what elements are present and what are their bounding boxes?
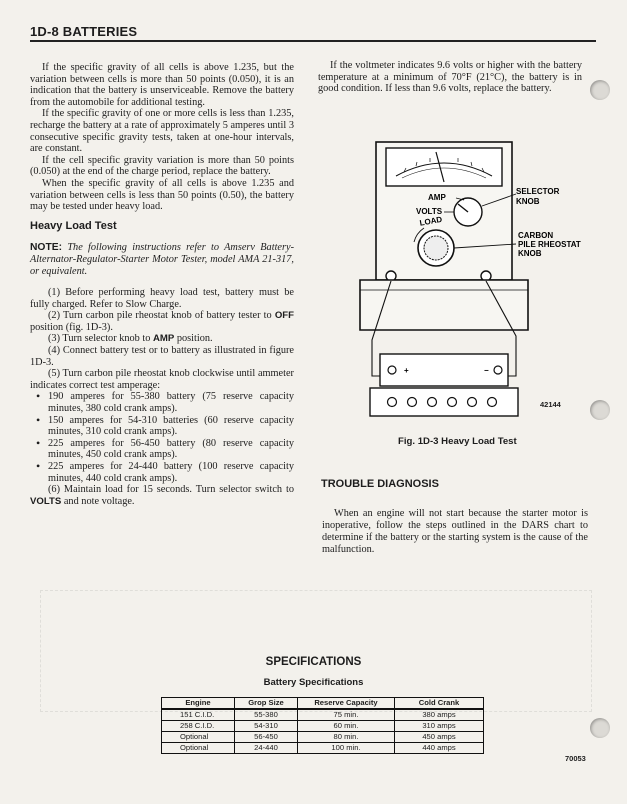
paragraph: If the specific gravity of one or more cells is less than 1.235, recharge the battery at a rate of approximately 5 amperes until 3 consecutive specific gravity tests, taken at one-hour intervals, are constant. <box>30 108 294 155</box>
battery-plus: + <box>404 366 409 375</box>
specifications-heading: SPECIFICATIONS <box>265 656 362 668</box>
battery-tester-figure <box>320 130 616 440</box>
paragraph: When the specific gravity of all cells is above 1.235 and variation between cells is less than 50 points (0.50), the battery may be tested under heavy load. <box>30 177 294 213</box>
step-3-amp: AMP <box>152 333 175 345</box>
battery-top <box>380 354 508 386</box>
paragraph: If the cell specific gravity variation is more than 50 points (0.050) at the end of the charge period, replace the battery. <box>30 154 294 178</box>
battery-terminal-negative <box>494 366 502 374</box>
table-header-row <box>162 698 484 710</box>
selector-label-line2: KNOB <box>516 197 540 206</box>
load-label: LOAD <box>418 214 443 228</box>
volts-label: VOLTS <box>416 207 443 216</box>
tester-base <box>360 280 528 330</box>
paragraph: If the specific gravity of all cells is above 1.235, but the variation between cells is more than 50 points (0.050), it is an indication that the battery is unserviceable. Remove the battery from the automobile for additional testing. <box>30 62 294 108</box>
step-3: (3) Turn selector knob to AMP position. <box>48 333 213 345</box>
battery-spec-table <box>161 697 484 754</box>
figure-caption: Fig. 1D-3 Heavy Load Test <box>398 436 517 447</box>
figure-number: 42144 <box>540 400 561 409</box>
step-4: (4) Connect battery test or to battery as illustrated in figure 1D-3. <box>30 345 294 368</box>
paragraph: If the voltmeter indicates 9.6 volts or higher with the battery temperature at a minimum of 70°F (21°C), the battery is in good condition. If less than 9.6 volts, replace the battery. <box>318 60 582 95</box>
battery-specifications-subheading: Battery Specifications <box>263 677 364 688</box>
carbon-label-line3: KNOB <box>518 249 542 258</box>
binder-hole-top <box>590 80 610 100</box>
list-item: • 190 amperes for 55-380 battery (75 reserve capacity minutes, 380 cold crank amps). <box>48 391 294 414</box>
step-2-off: OFF <box>274 310 294 322</box>
list-item: • 225 amperes for 56-450 battery (80 reserve capacity minutes, 450 cold crank amps). <box>48 438 294 461</box>
selector-label-line1: SELECTOR <box>516 187 560 196</box>
col-group-size: Grop Size <box>235 698 298 710</box>
carbon-label-line2: PILE RHEOSTAT <box>518 240 581 249</box>
step-1: (1) Before performing heavy load test, battery must be fully charged. Refer to Slow Charge. <box>30 287 294 310</box>
table-row: 258 C.I.D. 54-310 60 min. 310 amps <box>162 721 484 732</box>
table-row: Optional 24-440 100 min. 440 amps <box>162 743 484 754</box>
right-column-intro <box>318 60 582 95</box>
trouble-body <box>322 508 588 556</box>
carbon-label-line1: CARBON <box>518 231 554 240</box>
list-item: • 225 amperes for 24-440 battery (100 reserve capacity minutes, 440 cold crank amps). <box>48 461 294 484</box>
battery-terminal-positive <box>388 366 396 374</box>
bleed-through-shape <box>40 590 592 712</box>
header-rule <box>30 40 596 42</box>
battery-minus: − <box>484 366 489 375</box>
col-reserve-capacity: Reserve Capacity <box>298 698 395 710</box>
table-row: 151 C.I.D. 55-380 75 min. 380 amps <box>162 709 484 721</box>
note-label: NOTE: <box>30 242 63 254</box>
col-cold-crank: Cold Crank <box>395 698 484 710</box>
footer-code: 70053 <box>565 754 586 763</box>
col-engine: Engine <box>162 698 235 710</box>
step-6: (6) Maintain load for 15 seconds. Turn selector switch to VOLTS and note voltage. <box>30 484 294 507</box>
step-5: (5) Turn carbon pile rheostat knob clockwise until ammeter indicates correct test amperage: <box>30 368 294 391</box>
page-header: 1D-8 BATTERIES <box>30 24 138 39</box>
step-2: (2) Turn carbon pile rheostat knob of battery tester to OFF position (fig. 1D-3). <box>30 310 294 333</box>
step-6-volts: VOLTS <box>30 495 62 507</box>
left-column <box>30 62 294 507</box>
section-heading: Heavy Load Test <box>30 219 117 232</box>
list-item: • 150 amperes for 54-310 batteries (60 reserve capacity minutes, 310 cold crank amps). <box>48 415 294 438</box>
amperage-list <box>30 391 294 484</box>
table-row: Optional 56-450 80 min. 450 amps <box>162 732 484 743</box>
note <box>30 242 294 277</box>
paragraph: When an engine will not start because the starter motor is inoperative, follow the steps outlined in the DARS chart to determine if the battery or the starting system is the cause of the malfunction. <box>322 508 588 555</box>
trouble-heading: TROUBLE DIAGNOSIS <box>321 478 439 490</box>
amp-label: AMP <box>428 193 446 202</box>
binder-hole-bottom <box>590 718 610 738</box>
note-text: The following instructions refer to Amserv Battery-Alternator-Regulator-Starter Motor Tester, model AMA 21-317, or equivalent. <box>30 242 295 277</box>
rheostat-knob-cap <box>424 236 448 260</box>
